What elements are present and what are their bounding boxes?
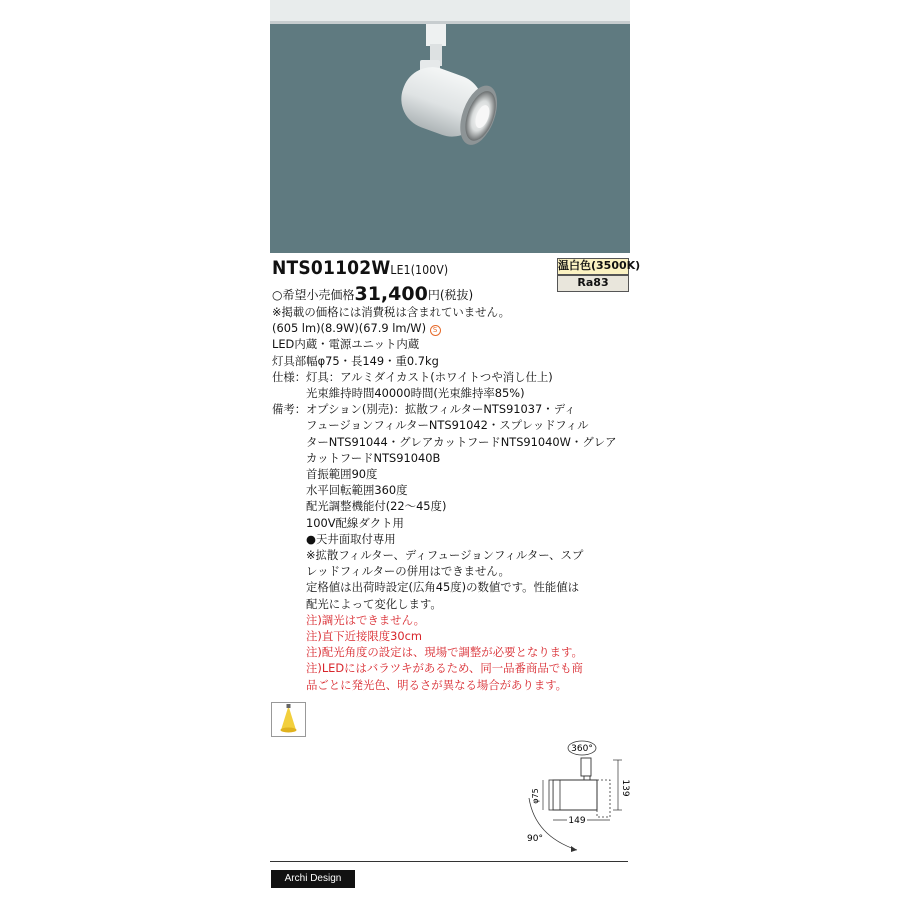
spec-values: (605 lm)(8.9W)(67.9 lm/W) — [272, 321, 427, 336]
diameter-label: φ75 — [531, 788, 540, 804]
notes-row-1: 備考： オプション(別売)：拡散フィルターNTS91037・ディ — [272, 402, 576, 417]
warning-note: 注)直下近接限度30cm — [306, 629, 423, 644]
notes-row: 定格値は出荷時設定(広角45度)の数値です。性能値は — [306, 580, 580, 595]
notes-row: 水平回転範囲360度 — [306, 483, 408, 498]
height-label: 139 — [620, 779, 630, 797]
warning-note: 注)LEDにはバラツキがあるため、同一品番商品でも商 — [306, 661, 583, 676]
spec-row-2: 光束維持時間40000時間(光束維持率85%) — [306, 386, 525, 401]
tax-note: ※掲載の価格には消費税は含まれていません。 — [272, 305, 511, 319]
color-temperature-badge: 温白色(3500K) — [557, 258, 629, 275]
notes-row: 首振範囲90度 — [306, 467, 378, 482]
notes-row: 配光調整機能付(22～45度) — [306, 499, 447, 514]
price-value: 31,400 — [354, 283, 428, 305]
beam-angle-icon — [271, 702, 306, 737]
spec-values-line — [272, 320, 632, 336]
product-photo — [270, 0, 630, 253]
length-label: 149 — [568, 816, 586, 826]
notes-row: 配光によって変化します。 — [306, 596, 442, 611]
model-suffix: LE1(100V) — [390, 263, 449, 277]
builtin-line: LED内蔵・電源ユニット内蔵 — [272, 337, 420, 352]
spec-text — [272, 283, 632, 693]
notes-row: ターNTS91044・グレアカットフードNTS91040W・グレア — [306, 434, 617, 449]
price-line — [272, 283, 632, 305]
warning-note: 注)配光角度の設定は、現場で調整が必要となります。 — [306, 645, 583, 660]
warning-note: 注)調光はできません。 — [306, 612, 426, 627]
dimension-line: 灯具部幅φ75・長149・重0.7kg — [272, 353, 439, 368]
spec-row-1: 仕様： 灯具：アルミダイカスト(ホワイトつや消し仕上) — [272, 369, 553, 384]
s-mark-icon: S — [430, 325, 441, 336]
spec-label: 仕様： — [272, 369, 307, 384]
dimension-diagram — [505, 738, 635, 856]
tilt-label: 90° — [527, 834, 543, 844]
notes-row: カットフードNTS91040B — [306, 450, 441, 465]
notes-row: ※拡散フィルター、ディフュージョンフィルター、スプ — [306, 548, 584, 563]
footer-divider — [270, 861, 628, 862]
price-prefix: ○希望小売価格 — [272, 288, 355, 302]
ra-badge: Ra83 — [557, 275, 629, 292]
notes-row: 100V配線ダクト用 — [306, 515, 404, 530]
notes-row: ●天井面取付専用 — [306, 531, 396, 546]
warning-note: 品ごとに発光色、明るさが異なる場合があります。 — [306, 677, 568, 692]
notes-label: 備考： — [272, 402, 307, 417]
spotlight-illustration — [270, 0, 630, 253]
notes-row: レッドフィルターの併用はできません。 — [306, 564, 510, 579]
model-code: NTS01102W — [272, 257, 391, 279]
model-number — [272, 257, 448, 279]
price-suffix: 円(税抜) — [427, 288, 474, 302]
notes-row: フュージョンフィルターNTS91042・スプレッドフィル — [306, 418, 589, 433]
rotation-label: 360° — [571, 744, 593, 754]
brand-badge: Archi Design — [271, 870, 355, 888]
